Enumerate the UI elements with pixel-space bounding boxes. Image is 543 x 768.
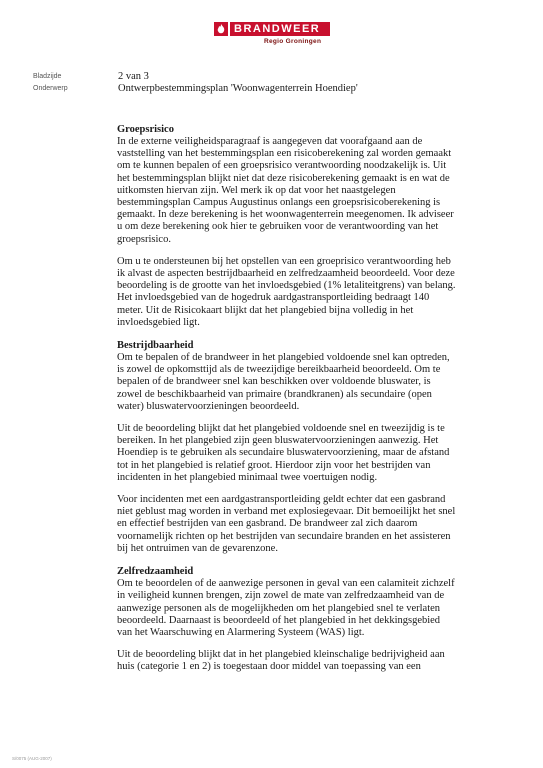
paragraph: Uit de beoordeling blijkt dat het plangebied voldoende snel en tweezijdig is te bereiken. In het plangebied zijn geen bluswatervoorzieningen aanwezig. Het Hoendiep is te gebruiken als secundaire bluswatervoorziening, maar de afstand tot in het plangebied is relatief groot. Hierdoor zijn voor het bestrijden van incidenten in het plangebied minimaal twee voertuigen nodig.: [117, 423, 450, 483]
section-bestrijdbaarheid: [117, 339, 457, 555]
section-heading: Zelfredzaamheid: [117, 566, 194, 578]
page-label: Bladzijde: [33, 73, 62, 80]
brand-name: BRANDWEER: [234, 23, 321, 35]
brand-region: Regio Groningen: [264, 38, 322, 45]
paragraph: Uit de beoordeling blijkt dat in het plangebied kleinschalige bedrijvigheid aan huis (categorie 1 en 2) is toegestaan door middel van toepassing van een: [117, 649, 445, 673]
section-heading: Bestrijdbaarheid: [117, 340, 194, 352]
section-heading: Groepsrisico: [117, 124, 174, 135]
flame-emblem-icon: [214, 22, 228, 36]
section-groepsrisico: [117, 123, 457, 329]
paragraph: Om u te ondersteunen bij het opstellen van een groeprisico verantwoording heb ik alvast de aspecten bestrijdbaarheid en zelfredzaamheid beoordeeld. Voor deze beoordeling is de grootte van het invloedsgebied (1% letaliteitgrens) van belang. Het invloedsgebied van de hogedruk aardgastransportleiding bedraagt 140 meter. Uit de Risicokaart blijkt dat het plangebied bijna volledig in het invloedsgebied ligt.: [117, 255, 456, 328]
page-value: 2 van 3: [118, 71, 149, 82]
letter-body: [117, 123, 457, 684]
paragraph: In de externe veiligheidsparagraaf is aangegeven dat voorafgaand aan de vaststelling van het bestemmingsplan een risicoberekening zal worden gemaakt om te kunnen bepalen of een groepsrisico verantwoording noodzakelijk is. Uit het bestemmingsplan blijkt niet dat deze risicoberekening gemaakt is en wat de uitkomsten hiervan zijn. Wel merk ik op dat voor het naastgelegen bestemmingsplan Campus Augustinus onlangs een groepsrisicoberekening is gemaakt. In deze berekening is het woonwagenterrein meegenomen. Ik adviseer u om deze berekening ook hier te gebruiken voor de verantwoording van het groepsrisico.: [117, 136, 454, 245]
form-code: S/0075 (AUG-2007): [12, 756, 52, 761]
paragraph: Om te beoordelen of de aanwezige personen in geval van een calamiteit zichzelf in veiligheid kunnen brengen, zijn zowel de mate van zelfredzaamheid van de aanwezige personen als de mogelijkheden om het plangebied snel te verlaten beoordeeld. Daarnaast is beoordeeld of het plangebied in het dekkingsgebied van het Waarschuwing en Alarmering Systeem (WAS) ligt.: [117, 578, 455, 638]
subject-label: Onderwerp: [33, 85, 68, 92]
subject-value: Ontwerpbestemmingsplan 'Woonwagenterrein Hoendiep': [118, 83, 358, 94]
section-zelfredzaamheid: [117, 565, 457, 673]
paragraph: Om te bepalen of de brandweer in het plangebied voldoende snel kan optreden, is zowel de opkomsttijd als de tweezijdige bereikbaarheid beoordeeld. Om te bepalen of de brandweer snel kan beschikken over voldoende bluswater, is zowel de beschikbaarheid van primaire (brandkranen) als secundaire (open water) bluswatervoorzieningen beoordeeld.: [117, 352, 450, 412]
paragraph: Voor incidenten met een aardgastransportleiding geldt echter dat een gasbrand niet geblust mag worden in verband met explosiegevaar. Dit bemoeilijkt het snel en effectief bestrijden van een gasbrand. De brandweer zal zich daarom voornamelijk richten op het bestrijden van secundaire branden en het assisteren bij het ontruimen van de gevarenzone.: [117, 494, 456, 554]
